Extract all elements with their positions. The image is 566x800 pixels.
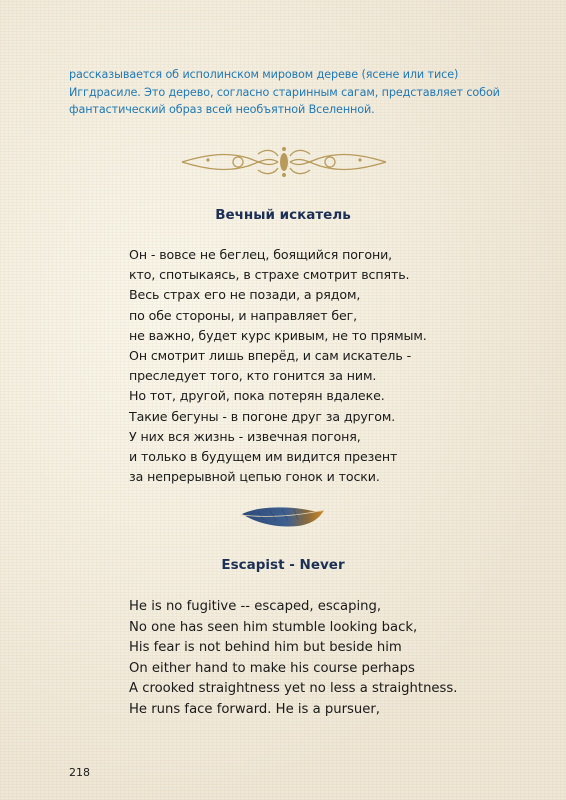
page-number: 218: [69, 766, 90, 779]
poem-line: No one has seen him stumble looking back,: [129, 619, 418, 635]
intro-line: фантастический образ всей необъятной Вселенной.: [69, 103, 375, 116]
poem-line: Весь страх его не позади, а рядом,: [129, 287, 361, 303]
poem-line: не важно, будет курс кривым, не то прямым.: [129, 327, 427, 343]
flourish-ornament-icon: [178, 144, 390, 180]
poem-line: He runs face forward. He is a pursuer,: [129, 701, 380, 717]
intro-paragraph: [69, 66, 509, 119]
poem-line: On either hand to make his course perhaps: [129, 660, 415, 676]
poem-body-english: [129, 597, 489, 720]
poem-line: His fear is not behind him but beside him: [129, 640, 402, 655]
poem-line: Он смотрит лишь вперёд, и сам искатель -: [129, 348, 412, 364]
poem-line: Но тот, другой, пока потерян вдалеке.: [129, 388, 385, 404]
poem-line: кто, спотыкаясь, в страхе смотрит вспять.: [129, 267, 410, 283]
poem-line: He is no fugitive -- escaped, escaping,: [129, 599, 382, 614]
poem-title-russian: Вечный искатель: [215, 207, 351, 223]
poem-line: Такие бегуны - в погоне друг за другом.: [129, 408, 396, 424]
poem-line: за непрерывной цепью гонок и тоски.: [129, 469, 380, 485]
intro-line: Иггдрасиле. Это дерево, согласно старинным сагам, представляет собой: [69, 85, 500, 99]
poem-line: Он - вовсе не беглец, боящийся погони,: [129, 247, 393, 262]
feather-icon: [238, 502, 326, 532]
poem-line: A crooked straightness yet no less a straightness.: [129, 681, 458, 696]
poem-line: У них вся жизнь - извечная погоня,: [129, 428, 361, 444]
poem-body-russian: [129, 245, 489, 487]
intro-line: рассказывается об исполинском мировом дереве (ясене или тисе): [69, 68, 459, 81]
poem-title-english: Escapist - Never: [221, 557, 345, 573]
poem-line: и только в будущем им видится презент: [129, 449, 398, 465]
poem-line: преследует того, кто гонится за ним.: [129, 368, 377, 384]
poem-line: по обе стороны, и направляет бег,: [129, 307, 358, 323]
